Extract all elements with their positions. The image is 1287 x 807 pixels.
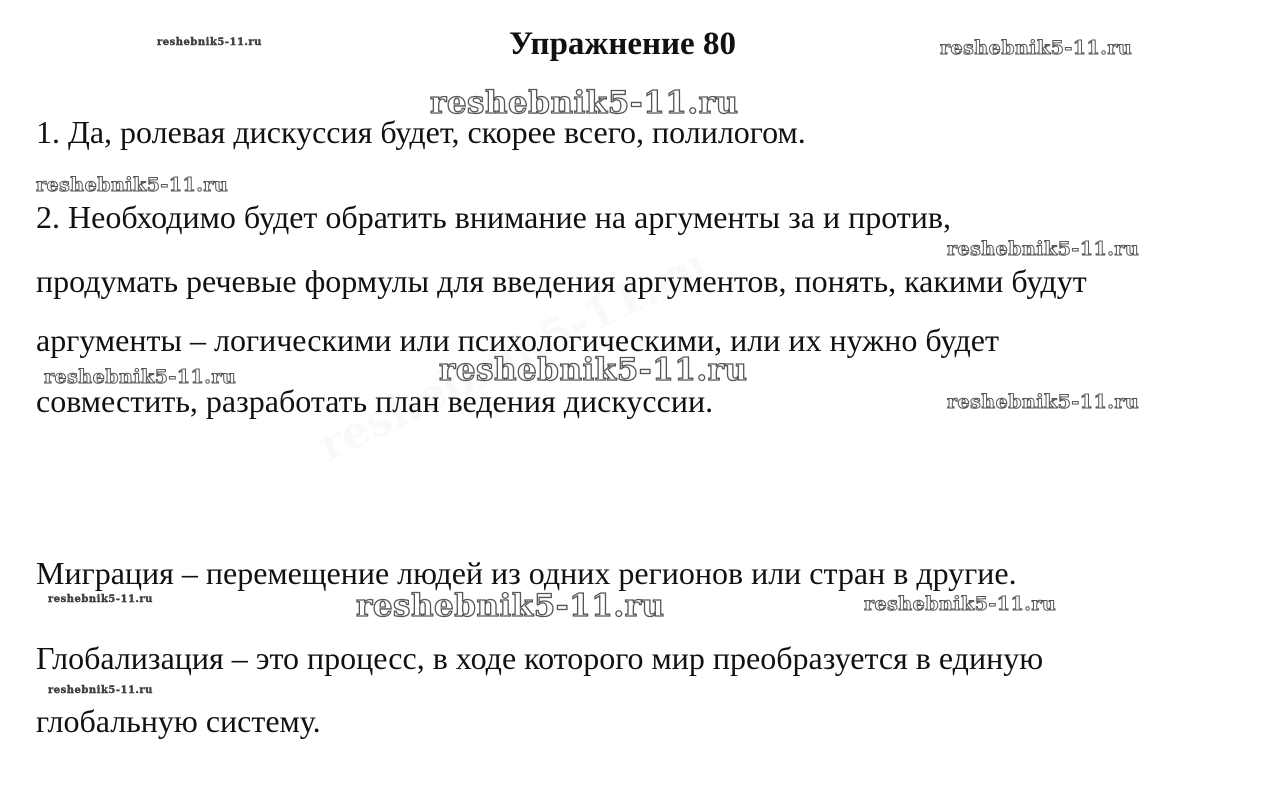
watermark: reshebnik5-11.ru: [940, 37, 1133, 59]
answer-line-1: 1. Да, ролевая дискуссия будет, скорее всего, полилогом.: [36, 114, 806, 150]
definition-migration: Миграция – перемещение людей из одних регионов или стран в другие.: [36, 555, 1017, 591]
watermark: reshebnik5-11.ru: [947, 238, 1140, 260]
watermark: reshebnik5-11.ru: [48, 594, 153, 605]
definition-globalization-2: глобальную систему.: [36, 703, 321, 739]
watermark: reshebnik5-11.ru: [36, 174, 229, 196]
page-title: Упражнение 80: [509, 26, 736, 62]
answer-line-4: аргументы – логическими или психологическими, или их нужно будет: [36, 322, 999, 358]
watermark: reshebnik5-11.ru: [430, 85, 739, 121]
watermark: reshebnik5-11.ru: [864, 593, 1057, 615]
answer-line-3: продумать речевые формулы для введения аргументов, понять, какими будут: [36, 263, 1087, 299]
watermark: reshebnik5-11.ru: [44, 366, 237, 388]
watermark: reshebnik5-11.ru: [356, 588, 665, 624]
answer-line-2: 2. Необходимо будет обратить внимание на аргументы за и против,: [36, 199, 951, 235]
watermark: reshebnik5-11.ru: [439, 352, 748, 388]
watermark: reshebnik5-11.ru: [48, 685, 153, 696]
watermark: reshebnik5-11.ru: [947, 391, 1140, 413]
watermark: reshebnik5-11.ru: [157, 37, 262, 48]
definition-globalization-1: Глобализация – это процесс, в ходе которого мир преобразуется в единую: [36, 640, 1044, 676]
answer-line-5: совместить, разработать план ведения дискуссии.: [36, 383, 714, 419]
